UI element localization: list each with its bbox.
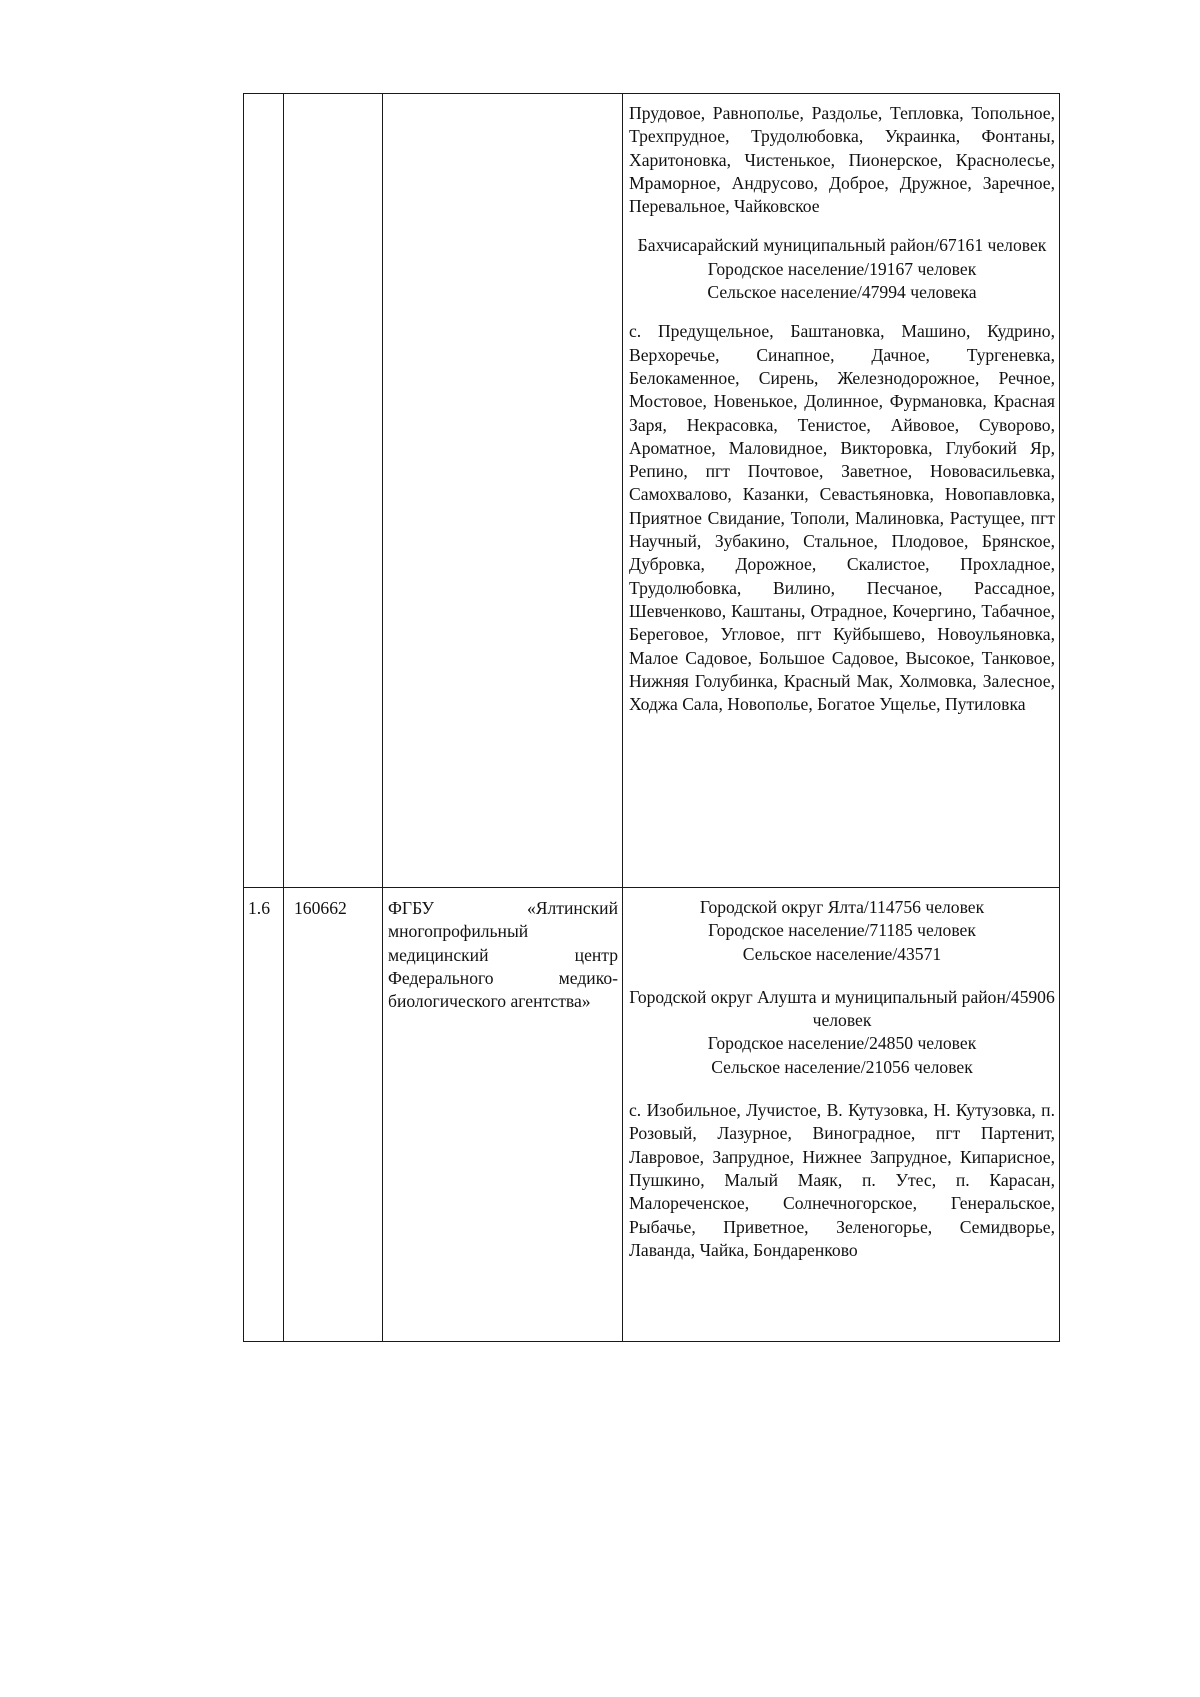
row-number-cell [244,94,284,888]
table-row [244,94,1060,888]
rural-population: Сельское население/47994 человека [707,282,977,303]
urban-population: Городское население/24850 человек [707,1033,977,1054]
facility-coverage-table [243,93,1060,1342]
table-row [244,888,1060,1342]
row-number-cell [244,888,284,1342]
district-name: Городской округ Алушта и муниципальный район/45906 человек [629,986,1055,1031]
rural-population: Сельское население/21056 человек [711,1056,973,1077]
facility-code-cell [284,94,383,888]
district-summary [629,896,1055,966]
service-area-cell [623,94,1060,888]
district-name: Городской округ Ялта/114756 человек [699,897,985,917]
district-summary [629,234,1055,304]
villages-list-continued: Прудовое, Равнополье, Раздолье, Тепловка, Топольное, Трехпрудное, Трудолюбовка, Украинка, Фонтаны, Харитоновка, Чистенькое, Пионерское, Краснолесье, Мраморное, Андрусово, Доброе, Дружное, Заречное, Перевальное, Чайковское [629,103,1055,217]
facility-code: 160662 [294,898,347,918]
rural-population: Сельское население/43571 [742,943,942,964]
district-summary [629,986,1055,1079]
facility-code-cell [284,888,383,1342]
villages-list: с. Предущельное, Баштановка, Машино, Кудрино, Верхоречье, Синапное, Дачное, Тургеневка, Белокаменное, Сирень, Железнодорожное, Речное, Мостовое, Новенькое, Долинное, Фурмановка, Красная Заря, Некрасовка, Тенистое, Айвовое, Суворово, Ароматное, Маловидное, Викторовка, Глубокий Яр, Репино, пгт Почтовое, Заветное, Нововасильевка, Самохвалово, Казанки, Севастьяновка, Новопавловка, Приятное Свидание, Тополи, Малиновка, Растущее, пгт Научный, Зубакино, Стальное, Плодовое, Брянское, Дубровка, Дорожное, Скалистое, Прохладное, Трудолюбовка, Вилино, Песчаное, Рассадное, Шевченково, Каштаны, Отрадное, Кочергино, Табачное, Береговое, Угловое, пгт Куйбышево, Новоульяновка, Малое Садовое, Большое Садовое, Высокое, Танковое, Нижняя Голубинка, Красный Мак, Холмовка, Залесное, Ходжа Сала, Новополье, Богатое Ущелье, Путиловка [629,321,1055,715]
urban-population: Городское население/19167 человек [707,258,977,279]
row-number: 1.6 [248,898,270,918]
district-name: Бахчисарайский муниципальный район/67161 человек [637,235,1047,256]
service-area-cell [623,888,1060,1342]
urban-population: Городское население/71185 человек [708,920,976,941]
organization-cell [383,94,623,888]
organization-name: ФГБУ «Ялтинский многопрофильный медицинский центр Федерального медико-биологического агентства» [388,898,618,1012]
villages-list: с. Изобильное, Лучистое, В. Кутузовка, Н. Кутузовка, п. Розовый, Лазурное, Виноградное, пгт Партенит, Лавровое, Запрудное, Нижнее Запрудное, Кипарисное, Пушкино, Малый Маяк, п. Утес, п. Карасан, Малореченское, Солнечногорское, Генеральское, Рыбачье, Приветное, Зеленогорье, Семидворье, Лаванда, Чайка, Бондаренково [629,1100,1055,1260]
organization-cell [383,888,623,1342]
